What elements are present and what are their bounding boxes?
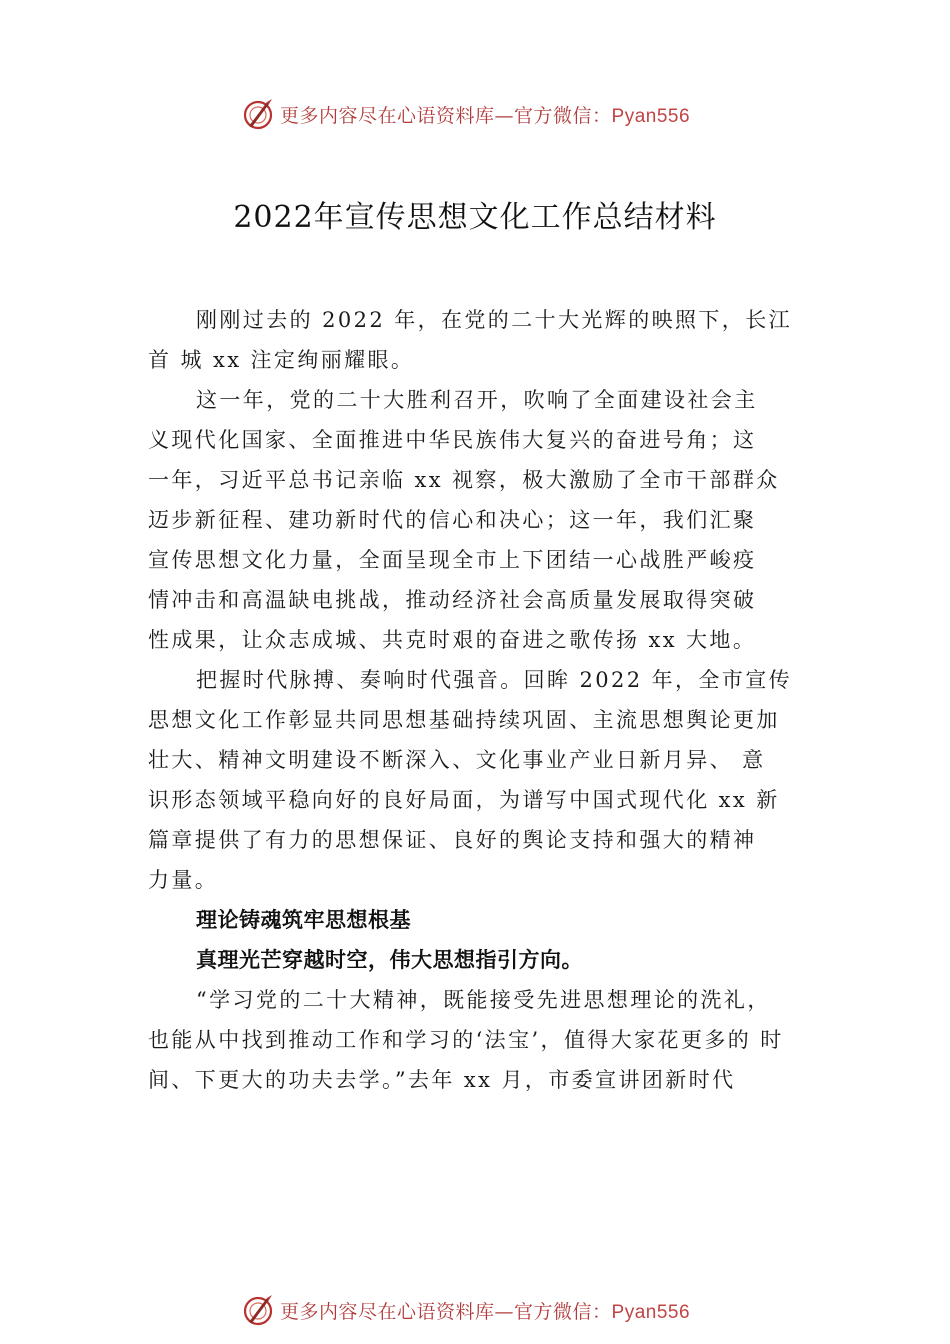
paragraph-line: 首 城 xx 注定绚丽耀眼。	[148, 348, 415, 372]
banner-text: 更多内容尽在心语资料库—官方微信：Pyan556	[280, 104, 691, 127]
paragraph-line: 力量。	[148, 868, 219, 892]
paragraph-line: 性成果，让众志成城、共克时艰的奋进之歌传扬 xx 大地。	[148, 628, 757, 652]
footer-banner	[0, 1290, 950, 1330]
document-title: 2022年宣传思想文化工作总结材料	[233, 200, 717, 235]
paragraph-line: 也能从中找到推动工作和学习的‘法宝’，值得大家花更多的 时	[148, 1028, 784, 1052]
paragraph-line: 间、下更大的功夫去学。”去年 xx 月，市委宣讲团新时代	[148, 1068, 736, 1092]
header-banner	[0, 94, 950, 134]
paragraph-line: 情冲击和高温缺电挑战，推动经济社会高质量发展取得突破	[148, 588, 757, 612]
paragraph-line: 思想文化工作彰显共同思想基础持续巩固、主流思想舆论更加	[148, 708, 780, 732]
wechat-account: Pyan556	[611, 1301, 691, 1323]
paragraph-line: 一年，习近平总书记亲临 xx 视察，极大激励了全市干部群众	[148, 468, 780, 492]
paragraph-line: 迈步新征程、建功新时代的信心和决心；这一年，我们汇聚	[148, 508, 757, 532]
paragraph-line: “学习党的二十大精神，既能接受先进思想理论的洗礼，	[196, 988, 771, 1012]
paragraph-line: 刚刚过去的 2022 年，在党的二十大光辉的映照下，长江	[196, 308, 792, 332]
section-heading: 理论铸魂筑牢思想根基	[196, 908, 411, 932]
paragraph-line: 宣传思想文化力量，全面呈现全市上下团结一心战胜严峻疫	[148, 548, 757, 572]
paragraph-line: 义现代化国家、全面推进中华民族伟大复兴的奋进号角；这	[148, 428, 757, 452]
section-heading: 真理光芒穿越时空，伟大思想指引方向。	[196, 948, 583, 972]
paragraph-line: 识形态领域平稳向好的良好局面，为谱写中国式现代化 xx 新	[148, 788, 780, 812]
wechat-account: Pyan556	[611, 105, 691, 127]
document-body	[148, 300, 820, 1100]
header-banner-inner	[240, 94, 690, 134]
footer-banner-inner	[240, 1290, 690, 1330]
paragraph-line: 把握时代脉搏、奏响时代强音。回眸 2022 年，全市宣传	[196, 668, 792, 692]
paragraph-line: 壮大、精神文明建设不断深入、文化事业产业日新月异、 意	[148, 748, 766, 772]
quill-seal-icon	[240, 96, 276, 132]
paragraph-line: 这一年，党的二十大胜利召开，吹响了全面建设社会主	[196, 388, 758, 412]
quill-seal-icon	[240, 1292, 276, 1328]
paragraph-line: 篇章提供了有力的思想保证、良好的舆论支持和强大的精神	[148, 828, 757, 852]
banner-text: 更多内容尽在心语资料库—官方微信：Pyan556	[280, 1300, 691, 1323]
